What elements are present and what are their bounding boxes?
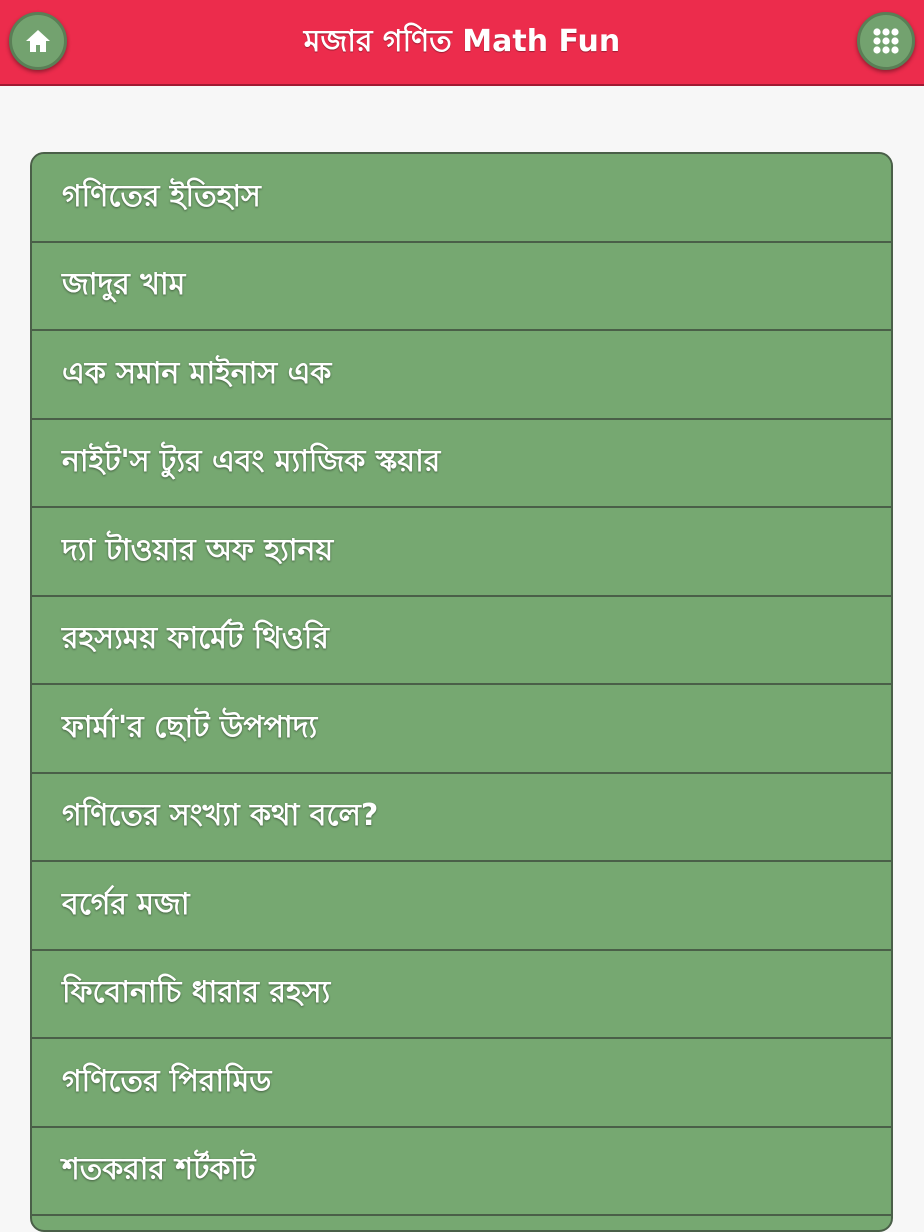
list-item-percentage-shortcut[interactable]: শতকরার শর্টকাট bbox=[32, 1128, 891, 1217]
list-item-math-pyramid[interactable]: গণিতের পিরামিড bbox=[32, 1039, 891, 1128]
list-item-one-equals-minus-one[interactable]: এক সমান মাইনাস এক bbox=[32, 331, 891, 420]
list-item-history-of-math[interactable]: গণিতের ইতিহাস bbox=[32, 154, 891, 243]
page-title: মজার গণিত Math Fun bbox=[303, 24, 621, 59]
grid-menu-button[interactable] bbox=[857, 12, 915, 70]
list-item-fun-of-squares[interactable]: বর্গের মজা bbox=[32, 862, 891, 951]
grid-menu-icon bbox=[871, 26, 901, 56]
list-item-fermat-little-theorem[interactable]: ফার্মা'র ছোট উপপাদ্য bbox=[32, 685, 891, 774]
list-item-knights-tour-magic-square[interactable]: নাইট'স ট্যুর এবং ম্যাজিক স্কয়ার bbox=[32, 420, 891, 509]
list-item-numbers-talk[interactable]: গণিতের সংখ্যা কথা বলে? bbox=[32, 774, 891, 863]
list-item-fermat-theory[interactable]: রহস্যময় ফার্মেট থিওরি bbox=[32, 597, 891, 686]
topic-list bbox=[30, 152, 893, 1232]
app-header bbox=[0, 0, 924, 86]
list-item-tower-of-hanoi[interactable]: দ্যা টাওয়ার অফ হ্যানয় bbox=[32, 508, 891, 597]
list-item-fibonacci-mystery[interactable]: ফিবোনাচি ধারার রহস্য bbox=[32, 951, 891, 1040]
list-item-magic-envelope[interactable]: জাদুর খাম bbox=[32, 243, 891, 332]
